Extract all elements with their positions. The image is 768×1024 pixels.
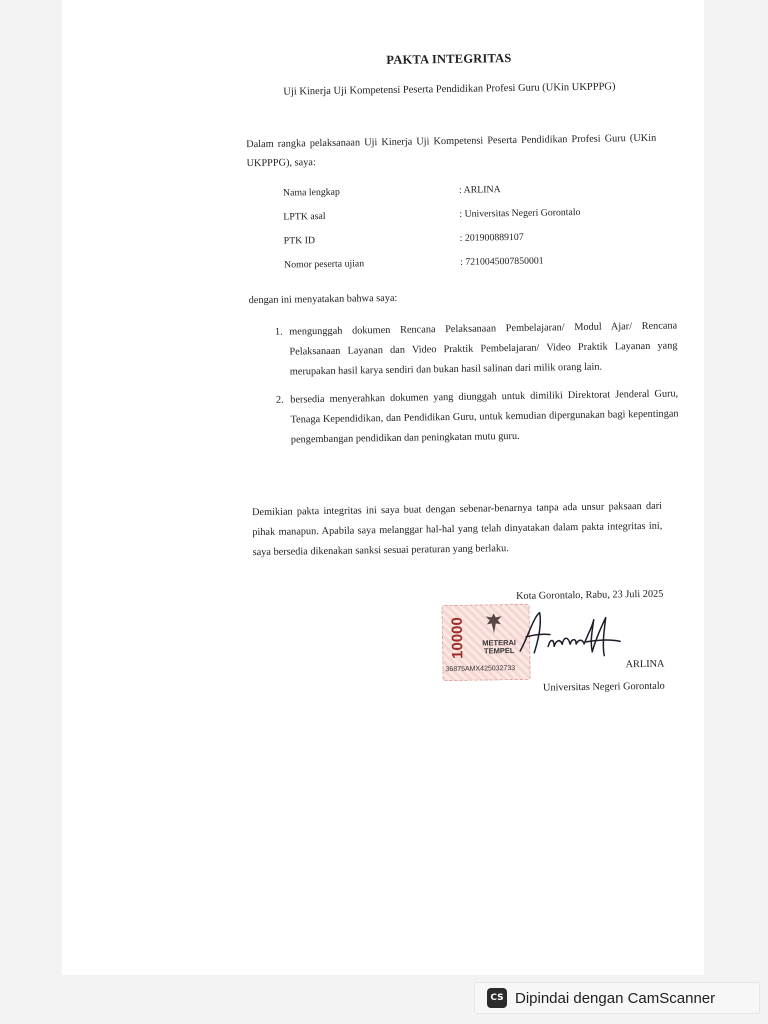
identity-label: Nomor peserta ujian bbox=[284, 257, 365, 271]
identity-row bbox=[284, 248, 581, 277]
camscanner-watermark bbox=[474, 982, 760, 1014]
signer-institution: Universitas Negeri Gorontalo bbox=[542, 680, 665, 694]
declaration-item: 1. mengunggah dokumen Rencana Pelaksanaan Pembelajaran/ Modul Ajar/ Rencana Pelaksanaan Layanan dan Video Praktik Pembelajaran/ Video Praktik Layanan yang merupakan hasil karya sendiri dan bukan hasil salinan dari milik orang lain. bbox=[285, 316, 678, 382]
place-date: Kota Gorontalo, Rabu, 23 Juli 2025 bbox=[515, 588, 664, 603]
declaration-item: 2. bersedia menyerahkan dokumen yang diunggah untuk dimiliki Direktorat Jenderal Guru, Tenaga Kependidikan, dan Pendidikan Guru, untuk kemudian dipergunakan bagi kepentingan pengembangan pendidikan dan peningkatan mutu guru. bbox=[286, 384, 679, 450]
handwritten-signature bbox=[514, 605, 625, 663]
stamp-serial: 36875AMX425032733 bbox=[445, 665, 516, 674]
watermark-text: Dipindai dengan CamScanner bbox=[515, 989, 716, 1007]
document-body bbox=[242, 0, 679, 694]
identity-label: PTK ID bbox=[283, 234, 316, 247]
closing-paragraph: Demikian pakta integritas ini saya buat dengan sebenar-benarnya tanpa ada unsur paksaan dari pihak manapun. Apabila saya melanggar hal-hal yang telah dinyatakan dalam pakta integritas ini, saya bersedia dikenakan sanksi sesuai peraturan yang berlaku. bbox=[251, 500, 663, 559]
identity-label: LPTK asal bbox=[283, 210, 326, 223]
identity-value: : 7210045007850001 bbox=[460, 255, 544, 268]
identity-table bbox=[283, 176, 582, 277]
garuda-emblem-icon bbox=[483, 611, 505, 635]
intro-paragraph: Dalam rangka pelaksanaan Uji Kinerja Uji Kompetensi Peserta Pendidikan Profesi Guru (UKin UKPPPG), saya: bbox=[246, 132, 657, 170]
stamp-label: METERAI TEMPEL bbox=[482, 638, 517, 656]
document-subtitle: Uji Kinerja Uji Kompetensi Peserta Pendidikan Profesi Guru (UKin UKPPPG) bbox=[283, 81, 616, 98]
identity-value: : ARLINA bbox=[458, 183, 501, 196]
identity-value: : 201900889107 bbox=[459, 231, 524, 244]
declaration-lead: dengan ini menyatakan bahwa saya: bbox=[248, 292, 398, 307]
stamp-value: 10000 bbox=[448, 616, 467, 659]
signer-name: ARLINA bbox=[625, 658, 665, 671]
identity-value: : Universitas Negeri Gorontalo bbox=[459, 206, 581, 220]
camscanner-icon: CS bbox=[487, 988, 507, 1008]
document-title: PAKTA INTEGRITAS bbox=[386, 51, 512, 67]
declaration-list bbox=[265, 316, 679, 458]
scanned-paper bbox=[62, 0, 704, 975]
identity-label: Nama lengkap bbox=[282, 186, 340, 199]
